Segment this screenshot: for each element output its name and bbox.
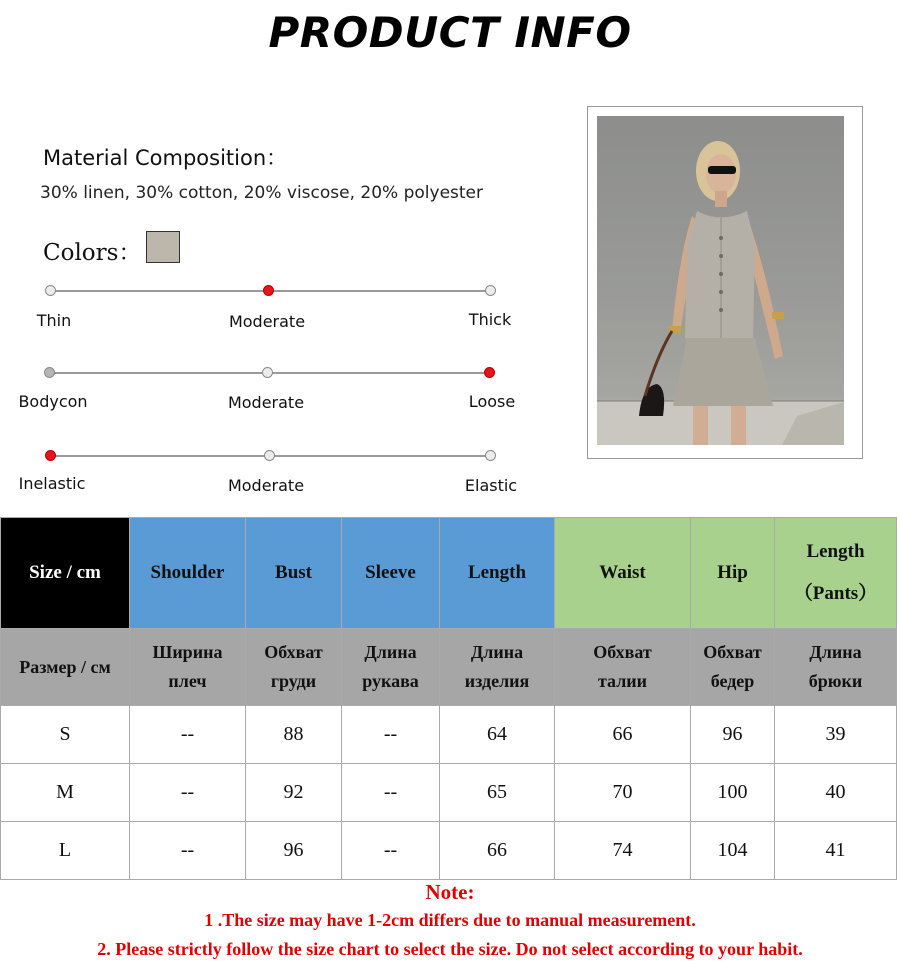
header-size: Size / cm xyxy=(1,518,130,629)
cell-shoulder: -- xyxy=(130,822,246,880)
cell-shoulder: -- xyxy=(130,764,246,822)
material-value: 30% linen, 30% cotton, 20% viscose, 20% polyester xyxy=(40,183,483,203)
note-title: Note: xyxy=(425,880,475,904)
header-ru-length xyxy=(440,629,555,706)
table-header-row xyxy=(1,518,897,629)
material-label: Material Composition： xyxy=(43,146,288,170)
header-ru-sleeve xyxy=(342,629,440,706)
size-chart-table xyxy=(0,517,897,880)
fit-scale xyxy=(0,362,560,422)
scale-label-elastic: Elastic xyxy=(464,476,518,495)
header-ru-waist xyxy=(555,629,691,706)
header-ru-shoulder xyxy=(130,629,246,706)
header-sleeve: Sleeve xyxy=(342,518,440,629)
scale-dot-moderate xyxy=(262,367,273,378)
scale-label-bodycon: Bodycon xyxy=(18,392,88,411)
header-ru-waist-text: Обхват талии xyxy=(593,642,652,691)
scale-dot-loose xyxy=(484,367,495,378)
cell-sleeve: -- xyxy=(342,706,440,764)
cell-pants-length: 41 xyxy=(775,822,897,880)
header-waist: Waist xyxy=(555,518,691,629)
cell-bust: 88 xyxy=(246,706,342,764)
cell-bust: 96 xyxy=(246,822,342,880)
header-length: Length xyxy=(440,518,555,629)
cell-size: L xyxy=(1,822,130,880)
scale-dot-elastic xyxy=(485,450,496,461)
cell-sleeve: -- xyxy=(342,822,440,880)
cell-waist: 66 xyxy=(555,706,691,764)
cell-hip: 100 xyxy=(691,764,775,822)
cell-sleeve: -- xyxy=(342,764,440,822)
scale-label-thick: Thick xyxy=(468,310,512,329)
scale-dot-bodycon xyxy=(44,367,55,378)
note-line-1: 1 .The size may have 1-2cm differs due to manual measurement. xyxy=(204,910,696,930)
thickness-scale xyxy=(0,280,560,340)
header-ru-pants-length-text: Длина брюки xyxy=(808,642,863,691)
cell-shoulder: -- xyxy=(130,706,246,764)
scale-label-moderate: Moderate xyxy=(227,476,305,495)
cell-pants-length: 40 xyxy=(775,764,897,822)
cell-length: 64 xyxy=(440,706,555,764)
cell-length: 65 xyxy=(440,764,555,822)
header-ru-bust-text: Обхват груди xyxy=(264,642,323,691)
colors-label: Colors： xyxy=(43,240,142,266)
table-row xyxy=(1,706,897,764)
header-hip: Hip xyxy=(691,518,775,629)
cell-size: S xyxy=(1,706,130,764)
cell-bust: 92 xyxy=(246,764,342,822)
cell-waist: 74 xyxy=(555,822,691,880)
table-header-row-ru xyxy=(1,629,897,706)
header-pants-length-text: Length（Pants） xyxy=(793,541,878,604)
header-pants-length xyxy=(775,518,897,629)
product-photo[interactable] xyxy=(597,116,844,445)
scale-label-moderate: Moderate xyxy=(228,312,306,331)
header-shoulder: Shoulder xyxy=(130,518,246,629)
product-photo-frame xyxy=(587,106,863,459)
page-title: PRODUCT INFO xyxy=(268,8,632,57)
header-ru-sleeve-text: Длина рукава xyxy=(362,642,419,691)
header-ru-bust xyxy=(246,629,342,706)
scale-dot-inelastic xyxy=(45,450,56,461)
scale-label-moderate: Moderate xyxy=(227,393,305,412)
scale-label-thin: Thin xyxy=(36,311,72,330)
header-ru-hip xyxy=(691,629,775,706)
color-swatch[interactable] xyxy=(146,231,180,263)
model-illustration xyxy=(597,116,844,445)
header-ru-shoulder-text: Ширина плеч xyxy=(152,642,223,691)
elasticity-scale xyxy=(0,445,560,505)
table-row xyxy=(1,764,897,822)
scale-dot-thin xyxy=(45,285,56,296)
cell-hip: 104 xyxy=(691,822,775,880)
note-line-2: 2. Please strictly follow the size chart to select the size. Do not select according to your habit. xyxy=(97,939,803,959)
cell-hip: 96 xyxy=(691,706,775,764)
scale-label-loose: Loose xyxy=(468,392,516,411)
scale-dot-moderate xyxy=(263,285,274,296)
header-ru-pants-length xyxy=(775,629,897,706)
cell-size: M xyxy=(1,764,130,822)
scale-dot-thick xyxy=(485,285,496,296)
scale-dot-moderate xyxy=(264,450,275,461)
header-bust: Bust xyxy=(246,518,342,629)
header-ru-hip-text: Обхват бедер xyxy=(703,642,762,691)
scale-label-inelastic: Inelastic xyxy=(18,474,86,493)
header-ru-length-text: Длина изделия xyxy=(464,642,530,691)
table-row xyxy=(1,822,897,880)
header-ru-size: Размер / см xyxy=(1,629,130,706)
cell-length: 66 xyxy=(440,822,555,880)
cell-pants-length: 39 xyxy=(775,706,897,764)
cell-waist: 70 xyxy=(555,764,691,822)
